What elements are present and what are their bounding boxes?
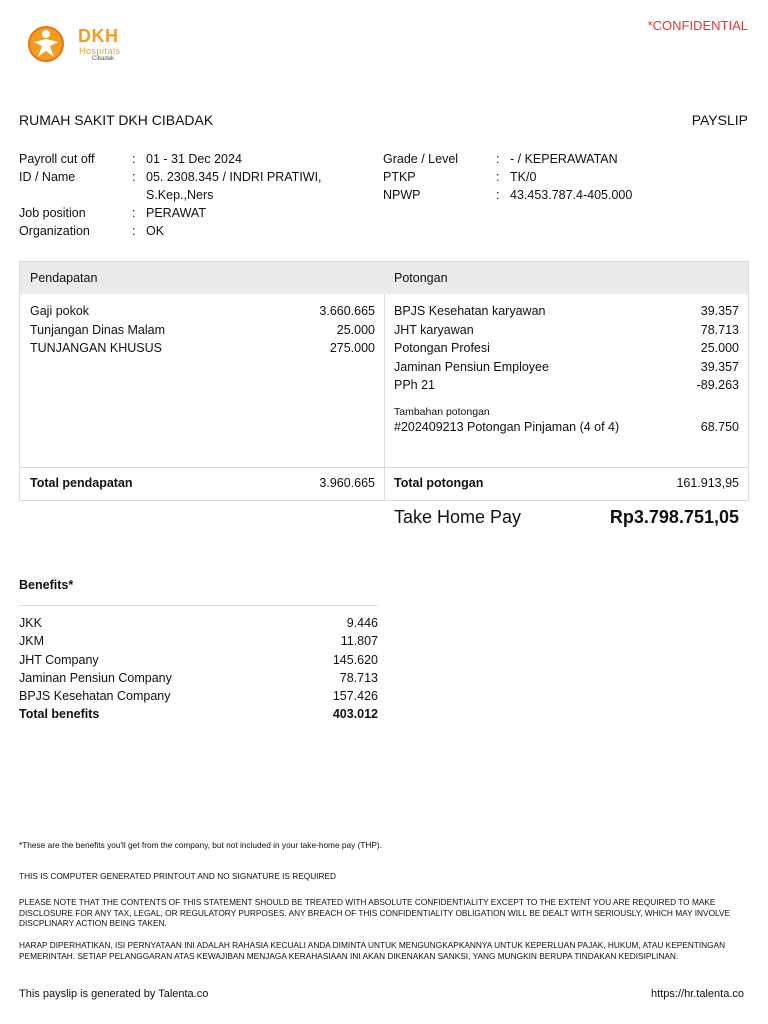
earning-row bbox=[30, 321, 375, 340]
computer-generated-note: THIS IS COMPUTER GENERATED PRINTOUT AND NO SIGNATURE IS REQUIRED bbox=[19, 871, 337, 881]
hospital-logo bbox=[26, 24, 146, 64]
logo-location: Cibadak bbox=[92, 56, 115, 62]
deduction-value: 39.357 bbox=[700, 304, 739, 318]
info-row-ptkp bbox=[383, 168, 753, 186]
deductions-list bbox=[394, 294, 739, 435]
benefit-label: JKK bbox=[19, 616, 42, 630]
info-row-npwp bbox=[383, 186, 753, 204]
generated-by-text: This payslip is generated by Talenta.co bbox=[19, 988, 209, 1000]
info-value: 43.453.787.4-405.000 bbox=[510, 188, 633, 202]
info-row-grade-level bbox=[383, 150, 753, 168]
info-separator: : bbox=[132, 206, 136, 220]
benefit-row bbox=[19, 614, 378, 632]
deduction-row bbox=[394, 302, 739, 321]
earning-value: 275.000 bbox=[329, 341, 375, 355]
benefit-label: JKM bbox=[19, 634, 44, 649]
deduction-value: -89.263 bbox=[696, 378, 739, 392]
additional-deductions-header: Tambahan potongan bbox=[394, 405, 490, 418]
confidentiality-note-en: PLEASE NOTE THAT THE CONTENTS OF THIS STATEMENT SHOULD BE TREATED WITH ABSOLUTE CONFIDENTIALITY EXCEPT TO THE EXTENT YOU ARE REQUIRED TO MAKE DISCLOSURE FOR ANY TAX, LEGAL, OR REGULATORY PURPOSES. ANY BREACH OF THIS CONFIDENTIALITY OBLIGATION WILL BE DEALT WITH SERIOUSLY, WHICH MAY INVOLVE DISCPLINARY ACTION BEING TAKEN. bbox=[19, 897, 731, 928]
benefits-divider bbox=[19, 605, 378, 606]
benefit-value: 157.426 bbox=[332, 689, 378, 704]
additional-deduction-label: #202409213 Potongan Pinjaman (4 of 4) bbox=[394, 419, 620, 434]
deduction-label: PPh 21 bbox=[394, 378, 436, 392]
earning-value: 25.000 bbox=[336, 322, 375, 337]
info-label: Organization bbox=[19, 224, 90, 238]
earning-row bbox=[30, 302, 375, 321]
info-row-job-position bbox=[19, 204, 359, 222]
additional-deduction-value: 68.750 bbox=[700, 419, 739, 434]
info-value: TK/0 bbox=[510, 170, 537, 184]
additional-deduction-row bbox=[394, 420, 739, 436]
info-separator: : bbox=[132, 170, 136, 184]
info-row-payroll-cutoff bbox=[19, 150, 359, 168]
total-earnings-value: 3.960.665 bbox=[319, 476, 375, 490]
table-header bbox=[20, 262, 748, 294]
logo-subtitle: Hospitals bbox=[79, 46, 121, 56]
deduction-label: Jaminan Pensiun Employee bbox=[394, 359, 549, 374]
benefit-value: 9.446 bbox=[346, 616, 378, 630]
benefit-row bbox=[19, 651, 378, 669]
total-divider bbox=[20, 467, 748, 468]
info-separator: : bbox=[496, 170, 500, 184]
benefits-title: Benefits* bbox=[19, 578, 74, 592]
benefit-value: 11.807 bbox=[340, 634, 378, 649]
info-value: 05. 2308.345 / INDRI PRATIWI, S.Kep.,Ners bbox=[146, 170, 322, 202]
info-value: PERAWAT bbox=[146, 206, 206, 220]
talenta-link[interactable]: https://hr.talenta.co bbox=[651, 988, 744, 1000]
benefits-list bbox=[19, 614, 378, 724]
total-deductions-value: 161.913,95 bbox=[676, 476, 739, 490]
deduction-value: 78.713 bbox=[700, 322, 739, 337]
info-value: 01 - 31 Dec 2024 bbox=[146, 152, 242, 166]
confidentiality-note-id: HARAP DIPERHATIKAN, ISI PERNYATAAN INI ADALAH RAHASIA KECUALI ANDA DIMINTA UNTUK MENGUNGKAPKANNYA UNTUK KEPERLUAN PAJAK, HUKUM, ATAU KEPENTINGAN PEMERINTAH. SETIAP PELANGGARAN ATAS KEWAJIBAN MENJAGA KERAHASIAAN INI AKAN DIKENAKAN SANKSI, YANG MUNGKIN BERUPA TINDAKAN KEDISIPLINAN. bbox=[19, 940, 726, 961]
info-separator: : bbox=[132, 224, 136, 238]
employee-info-left bbox=[19, 150, 359, 240]
benefit-row bbox=[19, 669, 378, 687]
benefit-value: 78.713 bbox=[339, 670, 378, 685]
payslip-table bbox=[19, 261, 749, 501]
benefit-label: JHT Company bbox=[19, 652, 99, 667]
info-separator: : bbox=[496, 152, 500, 166]
info-value: OK bbox=[146, 224, 165, 238]
deduction-value: 39.357 bbox=[700, 359, 739, 374]
info-value: - / KEPERAWATAN bbox=[510, 152, 618, 166]
earning-label: TUNJANGAN KHUSUS bbox=[30, 341, 162, 355]
document-type: PAYSLIP bbox=[691, 112, 748, 128]
benefit-total-label: Total benefits bbox=[19, 707, 100, 722]
logo-text: DKH bbox=[78, 26, 119, 46]
benefit-row bbox=[19, 632, 378, 650]
earning-label: Gaji pokok bbox=[30, 304, 90, 318]
info-label: Payroll cut off bbox=[19, 152, 95, 166]
earning-row bbox=[30, 339, 375, 358]
info-label: NPWP bbox=[383, 188, 421, 202]
info-label: PTKP bbox=[383, 170, 416, 184]
column-divider bbox=[384, 294, 385, 500]
take-home-pay bbox=[394, 507, 739, 528]
take-home-pay-label: Take Home Pay bbox=[394, 507, 522, 527]
benefit-total-row bbox=[19, 705, 378, 723]
hospital-name: RUMAH SAKIT DKH CIBADAK bbox=[19, 112, 214, 128]
info-label: ID / Name bbox=[19, 170, 76, 184]
earning-value: 3.660.665 bbox=[319, 304, 375, 318]
info-label: Grade / Level bbox=[383, 152, 459, 166]
confidential-label: *CONFIDENTIAL bbox=[647, 18, 748, 33]
deductions-header: Potongan bbox=[394, 271, 448, 285]
benefit-row bbox=[19, 687, 378, 705]
total-earnings-row bbox=[30, 476, 375, 490]
employee-info-right bbox=[383, 150, 753, 204]
benefits-note: *These are the benefits you'll get from the company, but not included in your take-home pay (THP). bbox=[19, 840, 382, 850]
deduction-row bbox=[394, 358, 739, 377]
earnings-header: Pendapatan bbox=[30, 271, 98, 285]
info-row-id-name bbox=[19, 168, 359, 204]
logo-mark-icon bbox=[26, 24, 70, 64]
benefit-label: BPJS Kesehatan Company bbox=[19, 689, 171, 704]
earning-label: Tunjangan Dinas Malam bbox=[30, 322, 166, 337]
info-row-organization bbox=[19, 222, 359, 240]
info-separator: : bbox=[132, 152, 136, 166]
take-home-pay-value: Rp3.798.751,05 bbox=[609, 507, 739, 527]
deduction-row bbox=[394, 339, 739, 358]
info-label: Job position bbox=[19, 206, 86, 220]
total-earnings-label: Total pendapatan bbox=[30, 476, 133, 490]
deduction-label: Potongan Profesi bbox=[394, 341, 490, 355]
earnings-list bbox=[30, 294, 375, 358]
benefit-value: 145.620 bbox=[332, 652, 378, 667]
info-separator: : bbox=[496, 188, 500, 202]
deduction-row bbox=[394, 321, 739, 340]
deduction-label: JHT karyawan bbox=[394, 322, 474, 337]
deduction-row bbox=[394, 376, 739, 395]
benefit-label: Jaminan Pensiun Company bbox=[19, 670, 172, 685]
deduction-value: 25.000 bbox=[700, 341, 739, 355]
total-deductions-label: Total potongan bbox=[394, 476, 484, 490]
benefit-total-value: 403.012 bbox=[332, 707, 378, 722]
total-deductions-row bbox=[394, 476, 739, 490]
deduction-label: BPJS Kesehatan karyawan bbox=[394, 304, 546, 318]
